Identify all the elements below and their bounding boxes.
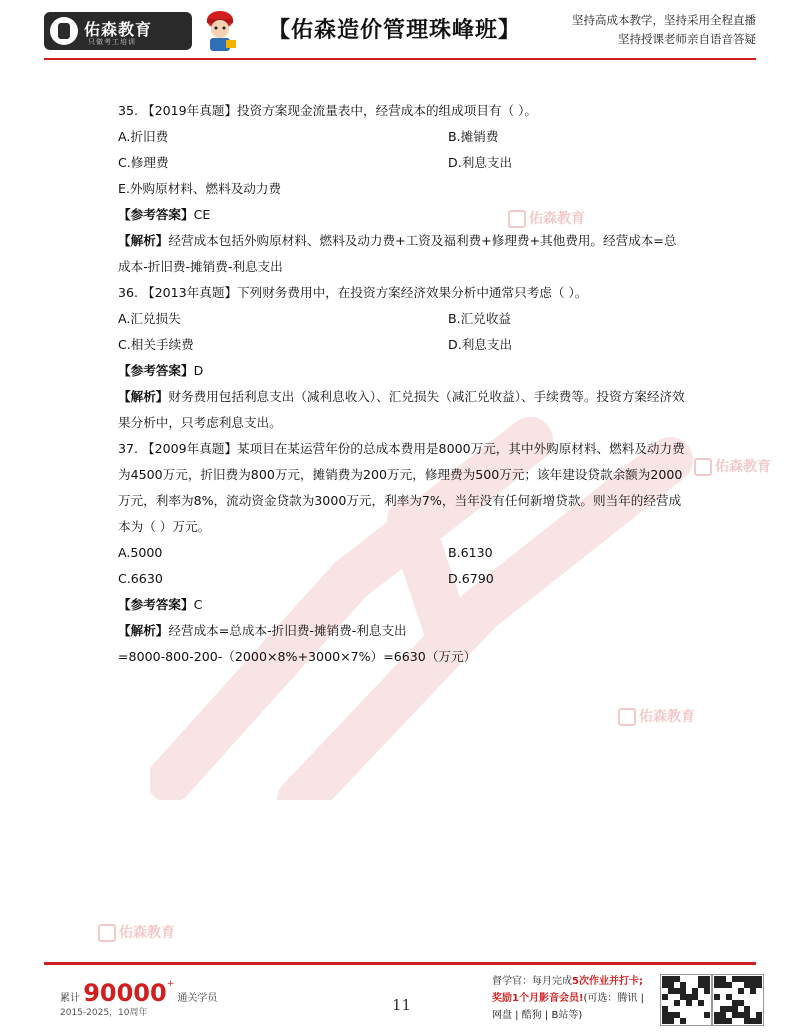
analysis-block — [118, 384, 688, 436]
question-stem: 36. 【2013年真题】下列财务费用中，在投资方案经济效果分析中通常只考虑（ ）。 — [118, 285, 588, 300]
analysis-text: 经营成本包括外购原材料、燃料及动力费+工资及福利费+修理费+其他费用。经营成本=总成本-折旧费-摊销费-利息支出 — [118, 233, 677, 274]
header-slogan — [572, 11, 756, 49]
option-row — [118, 540, 688, 566]
option: C.6630 — [118, 571, 163, 586]
qr-module — [738, 988, 744, 994]
qr-module — [662, 994, 668, 1000]
stat-number: 90000 — [83, 979, 167, 1007]
analysis-text: 财务费用包括利息支出（减利息收入）、汇兑损失（减汇兑收益）、手续费等。投资方案经济效果分析中，只考虑利息支出。 — [118, 389, 685, 430]
option: A.5000 — [118, 545, 163, 560]
watermark-logo: 佑森教育 — [694, 456, 771, 476]
answer-label: 【参考答案】 — [118, 207, 194, 222]
student-count-badge — [60, 979, 217, 1007]
option-row — [118, 176, 688, 202]
option: A.汇兑损失 — [118, 311, 181, 326]
analysis-text: 经营成本=总成本-折旧费-摊销费-利息支出 — [168, 623, 407, 638]
qr-module — [726, 1018, 732, 1024]
qr-module — [750, 988, 756, 994]
answer-value: CE — [193, 207, 211, 222]
qr-code-icon[interactable] — [712, 974, 764, 1026]
question-36 — [118, 280, 688, 436]
option: B.摊销费 — [448, 129, 499, 144]
brand-logo — [44, 12, 192, 50]
qr-module — [686, 1000, 692, 1006]
qr-code-icon[interactable] — [660, 974, 712, 1026]
qr-module — [714, 994, 720, 1000]
anniversary-text: 2015-2025，10周年 — [60, 1008, 148, 1018]
option: D.6790 — [448, 571, 494, 586]
question-stem: 37. 【2009年真题】某项目在某运营年份的总成本费用是8000万元，其中外购原材料、燃料及动力费为4500万元，折旧费为800万元，摊销费为200万元，修理费为500万元；该年建设贷款余额为2000万元，利率为8%，流动资金贷款为3000万元，利率为7%，当年没有任何新增贷款。则当年的经营成本为（ ）万元。 — [118, 441, 685, 534]
option: B.6130 — [448, 545, 493, 560]
watermark-logo: 佑森教育 — [98, 922, 175, 942]
qr-module — [698, 1000, 704, 1006]
promo-highlight: 奖励1个月影音会员! — [492, 993, 584, 1004]
analysis-label: 【解析】 — [118, 389, 169, 404]
logo-name: 佑森教育 — [84, 20, 153, 39]
question-35 — [118, 98, 688, 280]
analysis-block — [118, 228, 688, 280]
page-header — [0, 0, 800, 64]
question-content — [118, 98, 688, 670]
page-title: 【佑森造价管理珠峰班】 — [268, 18, 522, 43]
option: B.汇兑收益 — [448, 311, 512, 326]
slogan-line: 坚持授课老师亲自语音答疑 — [618, 32, 756, 46]
slogan-line: 坚持高成本教学，坚持采用全程直播 — [572, 13, 756, 27]
qr-module — [704, 1012, 710, 1018]
analysis-label: 【解析】 — [118, 233, 169, 248]
footer-divider — [44, 962, 756, 965]
promo-text-part: (可选：腾讯 | — [583, 993, 644, 1004]
logo-mark-icon — [50, 17, 78, 45]
option-row — [118, 306, 688, 332]
promo-highlight: 5次作业并打卡; — [572, 976, 643, 987]
qr-module — [726, 982, 732, 988]
stat-prefix: 累计 — [60, 993, 80, 1004]
qr-module — [668, 1018, 674, 1024]
page-number: 11 — [392, 996, 412, 1014]
option: C.相关手续费 — [118, 337, 194, 352]
analysis-label: 【解析】 — [118, 623, 169, 638]
mascot-icon — [200, 8, 240, 54]
answer-line — [118, 202, 688, 228]
option: E.外购原材料、燃料及动力费 — [118, 181, 282, 196]
option: D.利息支出 — [448, 155, 513, 170]
qr-module — [674, 1000, 680, 1006]
question-stem: 35. 【2019年真题】投资方案现金流量表中，经营成本的组成项目有（ ）。 — [118, 103, 538, 118]
watermark-logo: 佑森教育 — [508, 208, 585, 228]
answer-line — [118, 358, 688, 384]
stat-plus: + — [166, 979, 175, 989]
qr-module — [680, 1018, 686, 1024]
option: D.利息支出 — [448, 337, 513, 352]
option: A.折旧费 — [118, 129, 169, 144]
qr-module — [756, 1018, 762, 1024]
answer-value: C — [193, 597, 203, 612]
question-37 — [118, 436, 688, 670]
answer-label: 【参考答案】 — [118, 363, 194, 378]
watermark-logo: 佑森教育 — [618, 706, 695, 726]
answer-line — [118, 592, 688, 618]
option: C.修理费 — [118, 155, 169, 170]
answer-label: 【参考答案】 — [118, 597, 194, 612]
header-divider — [44, 58, 756, 60]
analysis-formula: =8000-800-200-（2000×8%+3000×7%）=6630（万元） — [118, 649, 477, 664]
promo-text-part: 网盘 | 酷狗 | B站等) — [492, 1010, 583, 1021]
qr-module — [704, 988, 710, 994]
promo-text-part: 督学官：每月完成 — [492, 976, 572, 987]
qr-module — [756, 982, 762, 988]
option-row — [118, 124, 688, 150]
analysis-block — [118, 618, 688, 644]
option-row — [118, 150, 688, 176]
answer-value: D — [193, 363, 204, 378]
stat-suffix: 通关学员 — [177, 993, 218, 1004]
option-row — [118, 332, 688, 358]
promo-text — [492, 973, 660, 1024]
option-row — [118, 566, 688, 592]
logo-tagline: 只做考工培训 — [88, 38, 136, 46]
